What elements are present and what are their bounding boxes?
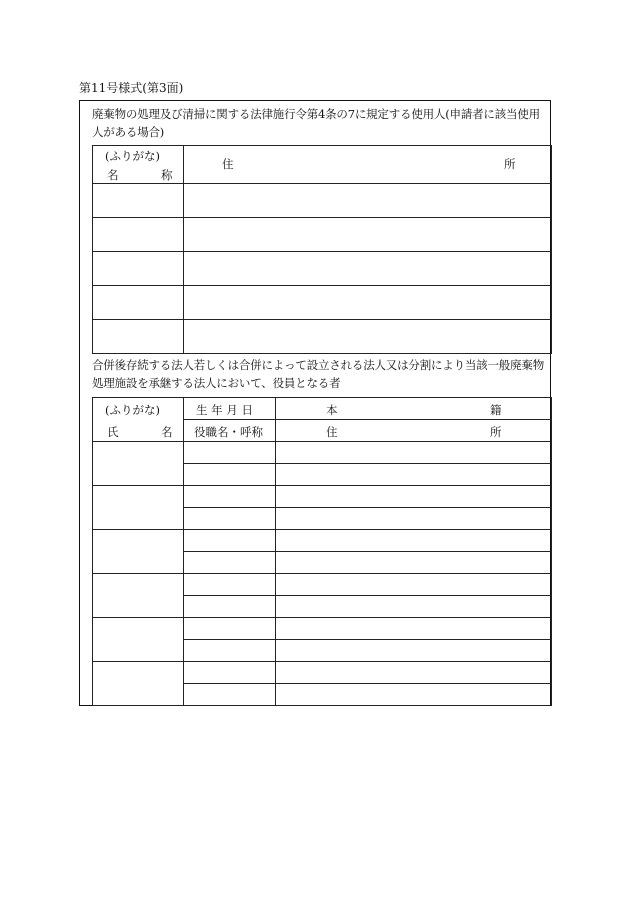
position-field[interactable]: [184, 552, 276, 574]
domicile-field[interactable]: [276, 442, 552, 464]
section1-caption: 廃棄物の処理及び清掃に関する法律施行令第4条の7に規定する使用人(申請者に該当使用人がある場合): [92, 107, 540, 139]
address-label-left: 住: [222, 157, 234, 171]
officer-address-field[interactable]: [276, 684, 552, 706]
domicile-field[interactable]: [276, 662, 552, 684]
position-label: 役職名・呼称: [194, 425, 263, 439]
birthdate-label: 生 年 月 日: [196, 403, 253, 417]
birthdate-field[interactable]: [184, 486, 276, 508]
domicile-label-right: 籍: [490, 403, 502, 417]
officer-name-field[interactable]: [93, 442, 184, 486]
address-label-right: 所: [490, 425, 502, 439]
position-header-cell: [184, 420, 276, 442]
officer-table: [92, 397, 552, 706]
officer-row: [93, 442, 552, 464]
birthdate-header-cell: [184, 398, 276, 420]
address-field[interactable]: [184, 252, 552, 286]
position-field[interactable]: [184, 596, 276, 618]
officer-address-field[interactable]: [276, 640, 552, 662]
officer-row: [93, 618, 552, 640]
section2-caption: 合併後存続する法人若しくは合併によって設立される法人又は分割により当該一般廃棄物処理施設を承継する法人において、役員となる者: [92, 358, 544, 390]
address-field[interactable]: [184, 218, 552, 252]
birthdate-field[interactable]: [184, 662, 276, 684]
name-field[interactable]: [93, 218, 184, 252]
employee-row: [93, 320, 552, 354]
domicile-field[interactable]: [276, 530, 552, 552]
officer-address-field[interactable]: [276, 552, 552, 574]
name-label-right: 名: [161, 425, 173, 439]
officer-table-header-row1: [93, 398, 552, 420]
name-field[interactable]: [93, 252, 184, 286]
birthdate-field[interactable]: [184, 442, 276, 464]
officer-address-field[interactable]: [276, 508, 552, 530]
name-field[interactable]: [93, 286, 184, 320]
domicile-header-cell: [276, 398, 552, 420]
name-label-left: 氏: [107, 425, 119, 439]
birthdate-field[interactable]: [184, 530, 276, 552]
employee-table: [92, 145, 552, 354]
position-field[interactable]: [184, 464, 276, 486]
furigana-label: (ふりがな): [105, 403, 160, 417]
officer-name-field[interactable]: [93, 618, 184, 662]
name-field[interactable]: [93, 320, 184, 354]
officer-row: [93, 530, 552, 552]
officer-address-field[interactable]: [276, 464, 552, 486]
officer-name-field[interactable]: [93, 486, 184, 530]
birthdate-field[interactable]: [184, 574, 276, 596]
name-header-cell: [93, 146, 184, 184]
officer-name-field[interactable]: [93, 574, 184, 618]
form-number: 第11号様式(第3面): [79, 81, 184, 95]
address-field[interactable]: [184, 184, 552, 218]
officer-name-header-cell: [93, 398, 184, 442]
domicile-field[interactable]: [276, 618, 552, 640]
birthdate-field[interactable]: [184, 618, 276, 640]
domicile-field[interactable]: [276, 486, 552, 508]
officer-row: [93, 486, 552, 508]
employee-table-header: [93, 146, 552, 184]
position-field[interactable]: [184, 640, 276, 662]
officer-row: [93, 574, 552, 596]
furigana-label: (ふりがな): [105, 149, 160, 163]
address-header-cell: [184, 146, 552, 184]
domicile-field[interactable]: [276, 574, 552, 596]
name-field[interactable]: [93, 184, 184, 218]
name-label-left: 名: [107, 168, 119, 182]
employee-row: [93, 252, 552, 286]
employee-row: [93, 218, 552, 252]
address-label-left: 住: [326, 425, 338, 439]
employee-row: [93, 184, 552, 218]
officer-name-field[interactable]: [93, 662, 184, 706]
officer-address-header-cell: [276, 420, 552, 442]
address-label-right: 所: [504, 157, 516, 171]
officer-name-field[interactable]: [93, 530, 184, 574]
address-field[interactable]: [184, 320, 552, 354]
officer-row: [93, 662, 552, 684]
position-field[interactable]: [184, 508, 276, 530]
form-frame: [79, 100, 551, 706]
address-field[interactable]: [184, 286, 552, 320]
position-field[interactable]: [184, 684, 276, 706]
domicile-label-left: 本: [326, 403, 338, 417]
name-label-right: 称: [161, 168, 173, 182]
officer-address-field[interactable]: [276, 596, 552, 618]
employee-row: [93, 286, 552, 320]
